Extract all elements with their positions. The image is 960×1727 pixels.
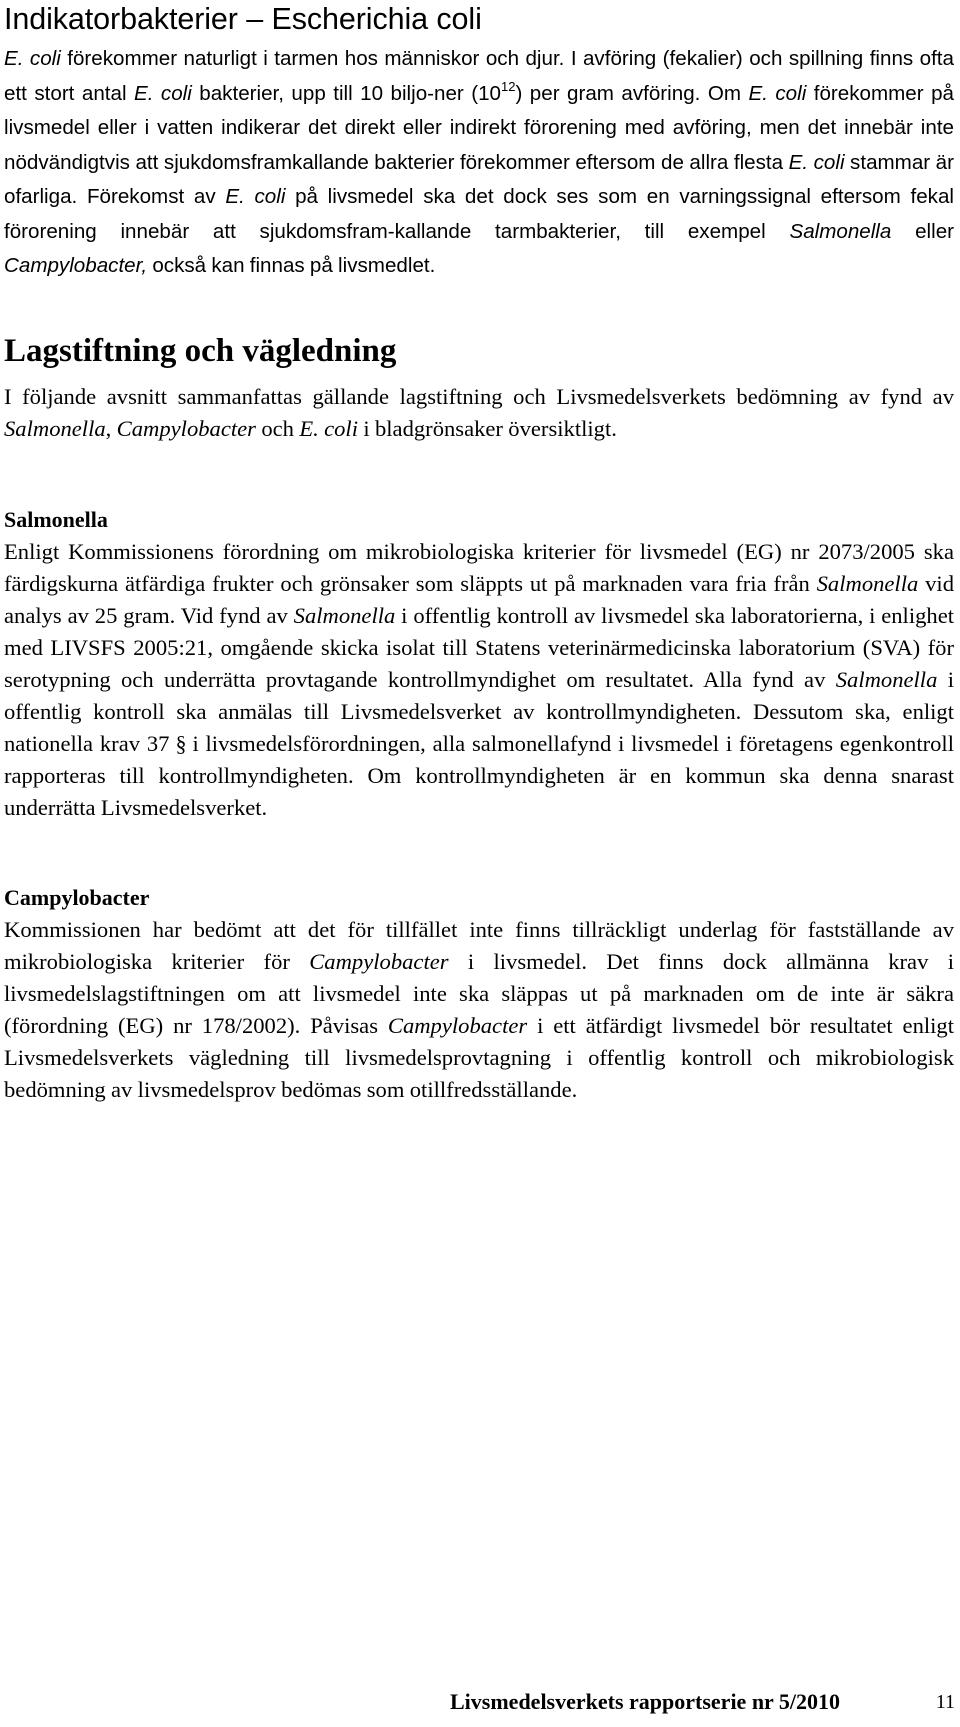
paragraph-sign: § (175, 731, 187, 757)
footer-page-number: 11 (935, 1691, 955, 1713)
subheading-campylobacter: Campylobacter (4, 884, 150, 910)
ecoli-paragraph: E. coli förekommer naturligt i tarmen hos människor och djur. I avföring (fekalier) och spillning finns ofta ett stort antal E. coli bakterier, upp till 10 biljo-ner $(10^{12})$ per gram avföring. Om E. coli förekommer på livsmedel eller i vatten indikerar det direkt eller indirekt förorening med avföring, men det innebär inte nödvändigtvis att sjukdomsframkallande bakterier förekommer eftersom de allra flesta E. coli stammar är ofarliga. Förekomst av E. coli på livsmedel ska det dock ses som en varningssignal eftersom fekal förorening innebär att sjukdomsfram-kallande tarmbakterier, till exempel Salmonella eller Campylobacter, också kan finnas på livsmedlet. (4, 47, 954, 277)
lagstiftning-paragraph: I följande avsnitt sammanfattas gällande lagstiftning och Livsmedelsverkets bedömning av fynd av Salmonella, Campylobacter och E. coli i bladgrönsaker översiktligt. (4, 383, 954, 441)
campylobacter-paragraph: Kommissionen har bedömt att det för tillfället inte finns tillräckligt underlag för fastställande av mikrobiologiska kriterier för Campylobacter i livsmedel. Det finns dock allmänna krav i livsmedelslagstiftningen om att livsmedel inte ska släppas ut på marknaden om de inte är säkra (förordning (EG) nr 178/2002). Påvisas Campylobacter i ett ätfärdigt livsmedel bör resultatet enligt Livsmedelsverkets vägledning till livsmedelsprovtagning i offentlig kontroll och mikrobiologisk bedömning av livsmedelsprov bedömas som otillfredsställande. (4, 916, 954, 1102)
footer-report-series: Livsmedelsverkets rapportserie nr 5/2010 (450, 1689, 841, 1714)
section-title-indikatorbakterier: Indikatorbakterier – Escherichia coli (4, 2, 482, 36)
salmonella-paragraph: Enligt Kommissionens förordning om mikrobiologiska kriterier för livsmedel (EG) nr 2073/2005 ska färdigskurna ätfärdiga frukter och grönsaker som släppts ut på marknaden vara fria från Salmonella vid analys av 25 gram. Vid fynd av Salmonella i offentlig kontroll av livsmedel ska laboratorierna, i enlighet med LIVSFS 2005:21, omgående skicka isolat till Statens veterinärmedicinska laboratorium (SVA) för serotypning och underrätta provtagande kontrollmyndighet om resultatet. Alla fynd av Salmonella i offentlig kontroll ska anmälas till Livsmedelsverket av kontrollmyndigheten. Dessutom ska, enligt nationella krav 37 § i livsmedelsförordningen, alla salmonellafynd i livsmedel i företagens egenkontroll rapporteras till kontrollmyndigheten. Om kontrollmyndigheten är en kommun ska denna snarast underrätta Livsmedelsverket. (4, 538, 955, 821)
page-content (4, 0, 954, 1106)
subheading-salmonella: Salmonella (4, 506, 108, 532)
section-heading-lagstiftning: Lagstiftning och vägledning (4, 332, 397, 369)
exponent: 12 (501, 78, 516, 94)
page-footer (450, 1689, 955, 1719)
